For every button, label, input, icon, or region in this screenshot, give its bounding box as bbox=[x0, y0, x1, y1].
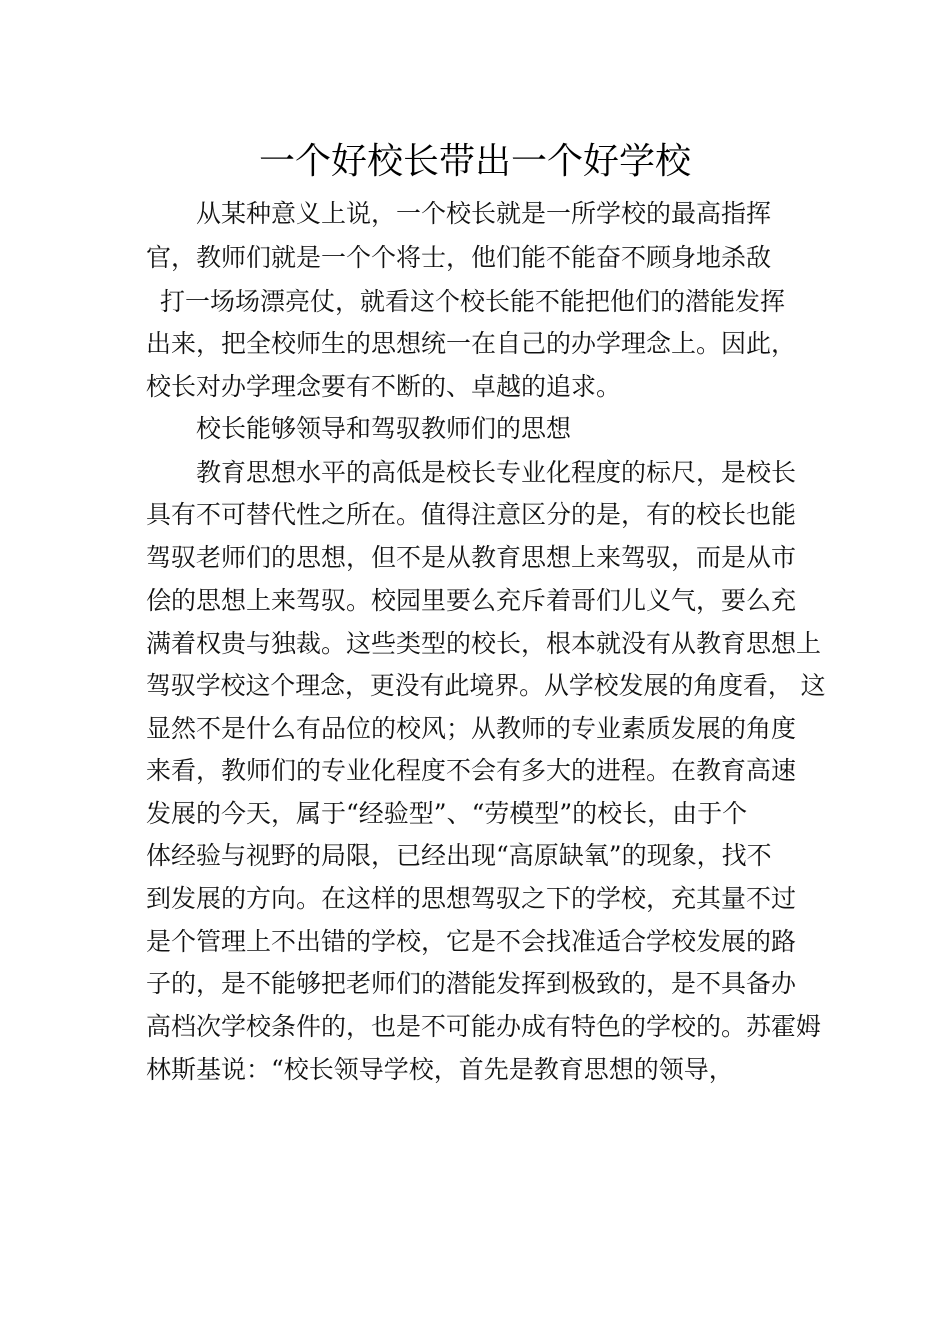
paragraph-line: 校长对办学理念要有不断的、卓越的追求。 bbox=[146, 372, 622, 401]
paragraph-line: 官，教师们就是一个个将士，他们能不能奋不顾身地杀敌 bbox=[146, 243, 772, 272]
paragraph-line: 林斯基说：“校长领导学校，首先是教育思想的领导， bbox=[146, 1055, 734, 1084]
paragraph-line: 侩的思想上来驾驭。校园里要么充斥着哥们儿义气，要么充 bbox=[146, 586, 797, 615]
paragraph-line: 具有不可替代性之所在。值得注意区分的是，有的校长也能 bbox=[146, 500, 797, 529]
paragraph-line: 体经验与视野的局限，已经出现“高原缺氧”的现象，找不 bbox=[146, 841, 772, 870]
paragraph-line: 是个管理上不出错的学校，它是不会找准适合学校发展的路 bbox=[146, 927, 797, 956]
paragraph-line: 到发展的方向。在这样的思想驾驭之下的学校，充其量不过 bbox=[146, 884, 797, 913]
paragraph-line: 打一场场漂亮仗，就看这个校长能不能把他们的潜能发挥 bbox=[160, 287, 786, 316]
paragraph-line: 驾驭学校这个理念，更没有此境界。从学校发展的角度看， 这 bbox=[146, 671, 826, 700]
paragraph-line: 满着权贵与独裁。这些类型的校长，根本就没有从教育思想上 bbox=[146, 629, 822, 658]
paragraph-line: 发展的今天，属于“经验型”、“劳模型”的校长，由于个 bbox=[146, 799, 748, 828]
paragraph-line: 教育思想水平的高低是校长专业化程度的标尺，是校长 bbox=[196, 458, 797, 487]
section-heading: 校长能够领导和驾驭教师们的思想 bbox=[196, 414, 572, 443]
document-title: 一个好校长带出一个好学校 bbox=[258, 141, 691, 182]
paragraph-line: 出来，把全校师生的思想统一在自己的办学理念上。因此， bbox=[146, 329, 797, 358]
paragraph-line: 高档次学校条件的，也是不可能办成有特色的学校的。苏霍姆 bbox=[146, 1012, 822, 1041]
paragraph-line: 来看，教师们的专业化程度不会有多大的进程。在教育高速 bbox=[146, 756, 797, 785]
paragraph-line: 子的，是不能够把老师们的潜能发挥到极致的，是不具备办 bbox=[146, 969, 797, 998]
paragraph-line: 从某种意义上说，一个校长就是一所学校的最高指挥 bbox=[196, 199, 772, 228]
paragraph-line: 显然不是什么有品位的校风；从教师的专业素质发展的角度 bbox=[146, 714, 797, 743]
paragraph-line: 驾驭老师们的思想，但不是从教育思想上来驾驭，而是从市 bbox=[146, 543, 797, 572]
